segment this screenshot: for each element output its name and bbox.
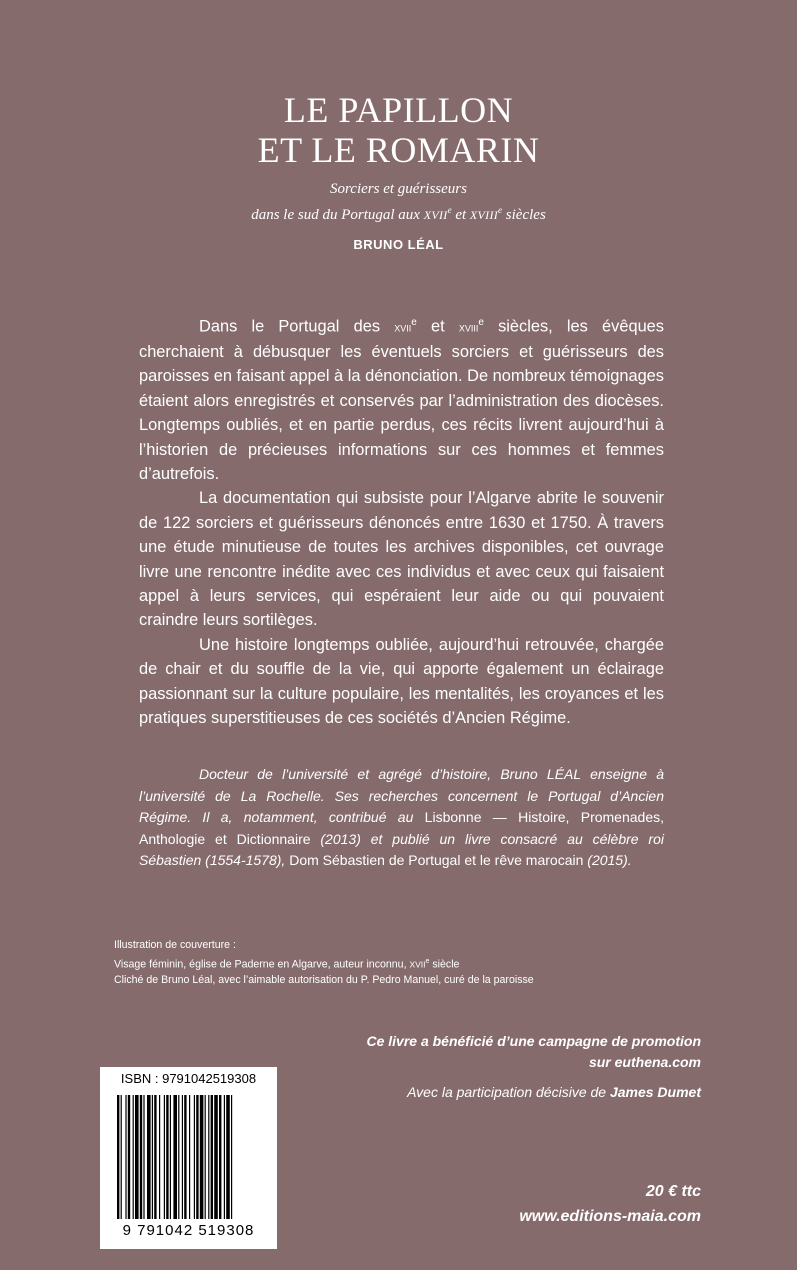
title-line-2: ET LE ROMARIN xyxy=(257,130,540,170)
promo-note xyxy=(241,1031,701,1072)
credits-line-2: Visage féminin, église de Paderne en Algarve, auteur inconnu, XVIIe siècle xyxy=(114,957,460,971)
barcode-bar xyxy=(133,1095,134,1219)
isbn-barcode xyxy=(100,1067,277,1249)
blurb xyxy=(139,311,664,730)
barcode-bar xyxy=(128,1095,130,1219)
author-name: BRUNO LÉAL xyxy=(353,237,444,252)
price: 20 € ttc xyxy=(645,1183,701,1200)
cover-credits xyxy=(114,938,674,988)
publisher-url[interactable]: www.editions-maia.com xyxy=(519,1208,701,1225)
barcode-bar xyxy=(170,1095,171,1219)
barcode-bar xyxy=(224,1095,225,1219)
promo-line-2: sur euthena.com xyxy=(588,1053,701,1070)
barcode-bar xyxy=(164,1095,165,1219)
barcode-bar xyxy=(140,1095,142,1219)
barcode-bar xyxy=(208,1095,209,1219)
partner-note: Avec la participation décisive de James Dumet xyxy=(407,1084,701,1100)
credits-line-1: Illustration de couverture : xyxy=(114,939,236,951)
blurb-paragraph-2: La documentation qui subsiste pour l’Algarve abrite le souvenir de 122 sorciers et guérisseurs dénoncés entre 1630 et 1750. À travers une étude minutieuse de toutes les archives disponibles, cet ouvrage livre une rencontre inédite avec ces individus et avec ceux qui faisaient appel à leurs services, qui espéraient leur aide ou qui pouvaient craindre leurs sortilèges. xyxy=(139,489,664,630)
barcode-bar xyxy=(214,1095,218,1219)
barcode-bar xyxy=(117,1095,119,1219)
barcode-bar xyxy=(173,1095,177,1219)
barcode-bar xyxy=(194,1095,195,1219)
barcode-bar xyxy=(219,1095,221,1219)
subtitle-line-2: dans le sud du Portugal aux XVIIe et XVIIIe siècles xyxy=(251,205,546,223)
barcode-bar xyxy=(211,1095,213,1219)
barcode-bar xyxy=(154,1095,156,1219)
barcode-bar xyxy=(226,1095,230,1219)
barcode-bars xyxy=(117,1095,261,1223)
barcode-bar xyxy=(147,1095,151,1219)
isbn-label: ISBN : 9791042519308 xyxy=(120,1071,257,1086)
barcode-bar xyxy=(178,1095,179,1219)
barcode-bar xyxy=(231,1095,232,1219)
barcode-bar xyxy=(121,1095,122,1219)
partner-name: James Dumet xyxy=(609,1084,701,1100)
barcode-bar xyxy=(152,1095,153,1219)
barcode-bar xyxy=(205,1095,206,1219)
barcode-bar xyxy=(196,1095,198,1219)
barcode-bar xyxy=(184,1095,186,1219)
barcode-bar xyxy=(200,1095,204,1219)
subtitle-line-1: Sorciers et guérisseurs xyxy=(330,181,467,197)
barcode-bar xyxy=(143,1095,144,1219)
barcode-bar xyxy=(189,1095,190,1219)
author-bio: Docteur de l’université et agrégé d’histoire, Bruno LÉAL enseigne à l’université de La Rochelle. Ses recherches concernent le Portugal d’Ancien Régime. Il a, notamment, contribué au Lisbonne — Histoire, Promenades, Anthologie et Dictionnaire (2013) et publié un livre consacré au célèbre roi Sébastien (1554-1578), Dom Sébastien de Portugal et le rêve marocain (2015). xyxy=(139,766,664,868)
barcode-bar xyxy=(166,1095,168,1219)
blurb-paragraph-1: Dans le Portugal des xvii$^e$ et xviii$^e$ siècles, les évêques cherchaient à débusquer les éventuels sorciers et guérisseurs des paroisses en faisant appel à la dénonciation. De nombreux témoignages étaient alors enregistrés et conservés par l’administration des diocèses. Longtemps oubliés, et en partie perdus, ces récits livrent aujourd’hui à l’historien de précieuses informations sur ces hommes et femmes d’autrefois. xyxy=(139,317,664,483)
blurb-paragraph-3: Une histoire longtemps oubliée, aujourd’hui retrouvée, chargée de chair et du souffle de la vie, qui apporte également un éclairage passionnant sur la culture populaire, les mentalités, les croyances et les pratiques superstitieuses de ces sociétés d’Ancien Régime. xyxy=(139,635,664,727)
credits-line-3: Cliché de Bruno Léal, avec l’aimable autorisation du P. Pedro Manuel, curé de la paroisse xyxy=(114,973,534,986)
barcode-bar xyxy=(182,1095,183,1219)
promo-line-1: Ce livre a bénéficié d’une campagne de promotion xyxy=(366,1033,701,1049)
barcode-bar xyxy=(135,1095,139,1219)
barcode-bar xyxy=(125,1095,126,1219)
barcode-bar xyxy=(159,1095,160,1219)
title-line-1: LE PAPILLON xyxy=(283,90,514,130)
barcode-digits: 9 791042 519308 xyxy=(122,1222,255,1239)
